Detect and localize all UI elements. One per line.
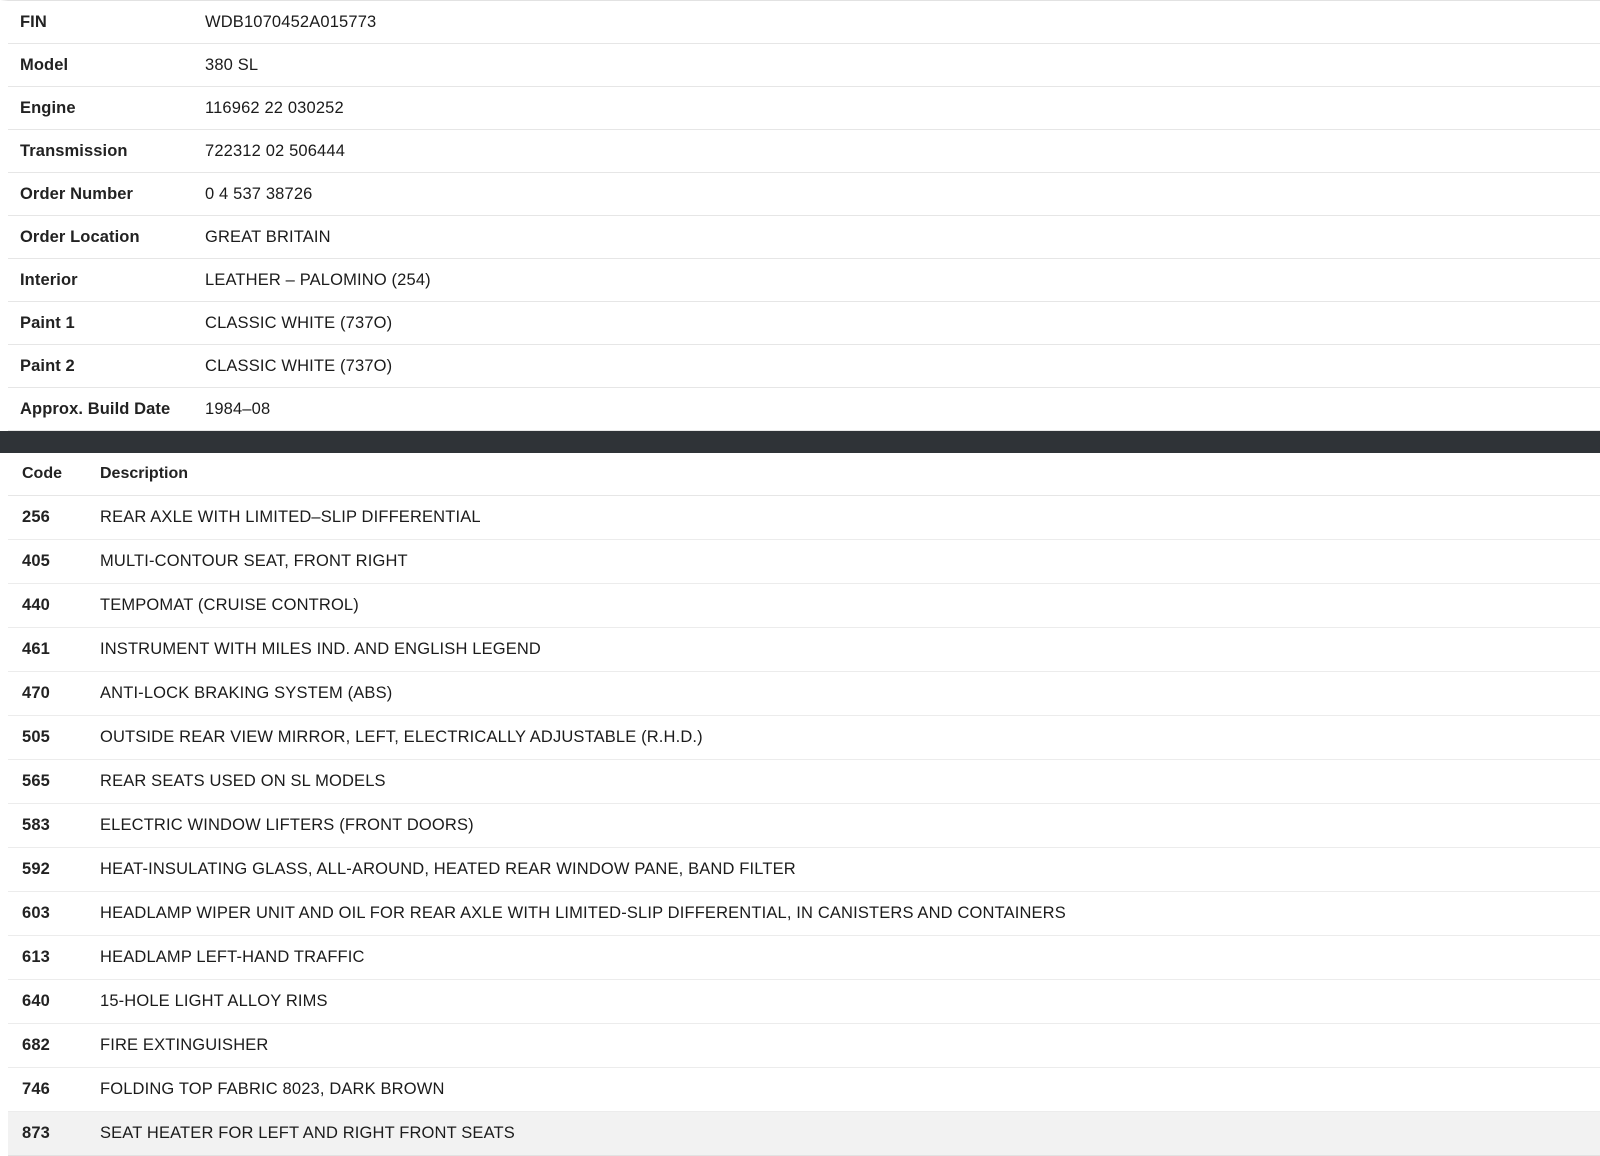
table-row xyxy=(8,87,1600,130)
option-codes-table xyxy=(8,453,1600,1156)
option-code: 565 xyxy=(8,760,100,804)
spec-value: GREAT BRITAIN xyxy=(205,227,331,246)
option-description: HEADLAMP LEFT-HAND TRAFFIC xyxy=(100,936,1600,980)
option-code: 613 xyxy=(8,936,100,980)
option-description: MULTI-CONTOUR SEAT, FRONT RIGHT xyxy=(100,540,1600,584)
spec-label: FIN xyxy=(20,12,47,31)
option-code: 470 xyxy=(8,672,100,716)
table-row xyxy=(8,302,1600,345)
option-description: OUTSIDE REAR VIEW MIRROR, LEFT, ELECTRICALLY ADJUSTABLE (R.H.D.) xyxy=(100,716,1600,760)
spec-label: Order Number xyxy=(20,184,134,203)
spec-value: 0 4 537 38726 xyxy=(205,184,313,203)
table-row xyxy=(8,216,1600,259)
table-row xyxy=(8,1112,1600,1156)
spec-label: Paint 2 xyxy=(20,356,75,375)
option-code: 256 xyxy=(8,496,100,540)
table-row xyxy=(8,716,1600,760)
option-description: REAR SEATS USED ON SL MODELS xyxy=(100,760,1600,804)
option-code: 603 xyxy=(8,892,100,936)
table-row xyxy=(8,44,1600,87)
table-row xyxy=(8,628,1600,672)
spec-value: 380 SL xyxy=(205,55,259,74)
spec-label: Interior xyxy=(20,270,78,289)
table-row xyxy=(8,936,1600,980)
option-description: TEMPOMAT (CRUISE CONTROL) xyxy=(100,584,1600,628)
table-row xyxy=(8,496,1600,540)
option-codes-panel xyxy=(0,453,1600,1156)
option-description: FIRE EXTINGUISHER xyxy=(100,1024,1600,1068)
option-description: 15-HOLE LIGHT ALLOY RIMS xyxy=(100,980,1600,1024)
table-row xyxy=(8,804,1600,848)
option-code: 583 xyxy=(8,804,100,848)
spec-value: LEATHER – PALOMINO (254) xyxy=(205,270,431,289)
table-row xyxy=(8,1024,1600,1068)
option-description: FOLDING TOP FABRIC 8023, DARK BROWN xyxy=(100,1068,1600,1112)
spec-label: Approx. Build Date xyxy=(20,399,171,418)
table-row xyxy=(8,388,1600,431)
spec-value: CLASSIC WHITE (737O) xyxy=(205,313,393,332)
option-description: ELECTRIC WINDOW LIFTERS (FRONT DOORS) xyxy=(100,804,1600,848)
table-row xyxy=(8,1068,1600,1112)
option-codes-header xyxy=(8,453,1600,496)
spec-value: 722312 02 506444 xyxy=(205,141,346,160)
option-code: 682 xyxy=(8,1024,100,1068)
spec-value: 116962 22 030252 xyxy=(205,98,344,117)
table-row xyxy=(8,540,1600,584)
table-row xyxy=(8,173,1600,216)
spec-label: Paint 1 xyxy=(20,313,75,332)
option-code: 746 xyxy=(8,1068,100,1112)
option-description: ANTI-LOCK BRAKING SYSTEM (ABS) xyxy=(100,672,1600,716)
section-divider xyxy=(0,431,1600,453)
option-description: HEADLAMP WIPER UNIT AND OIL FOR REAR AXLE WITH LIMITED-SLIP DIFFERENTIAL, IN CANISTERS AND CONTAINERS xyxy=(100,892,1600,936)
spec-value: CLASSIC WHITE (737O) xyxy=(205,356,393,375)
spec-label: Model xyxy=(20,55,69,74)
table-row xyxy=(8,848,1600,892)
spec-value: WDB1070452A015773 xyxy=(205,12,377,31)
option-code: 405 xyxy=(8,540,100,584)
table-row xyxy=(8,892,1600,936)
spec-label: Transmission xyxy=(20,141,128,160)
option-code: 873 xyxy=(8,1112,100,1156)
table-row xyxy=(8,672,1600,716)
option-description: INSTRUMENT WITH MILES IND. AND ENGLISH LEGEND xyxy=(100,628,1600,672)
table-row xyxy=(8,345,1600,388)
column-header-description: Description xyxy=(100,453,1600,496)
option-code: 640 xyxy=(8,980,100,1024)
table-row xyxy=(8,584,1600,628)
table-row xyxy=(8,1,1600,44)
option-code: 461 xyxy=(8,628,100,672)
spec-label: Engine xyxy=(20,98,76,117)
vehicle-specification-panel xyxy=(0,0,1600,431)
vehicle-specification-body xyxy=(8,1,1600,431)
table-header-row xyxy=(8,453,1600,496)
option-codes-body xyxy=(8,496,1600,1156)
table-row xyxy=(8,980,1600,1024)
table-row xyxy=(8,760,1600,804)
spec-label: Order Location xyxy=(20,227,140,246)
option-code: 440 xyxy=(8,584,100,628)
option-description: HEAT-INSULATING GLASS, ALL-AROUND, HEATED REAR WINDOW PANE, BAND FILTER xyxy=(100,848,1600,892)
option-description: SEAT HEATER FOR LEFT AND RIGHT FRONT SEATS xyxy=(100,1112,1600,1156)
option-code: 592 xyxy=(8,848,100,892)
spec-value: 1984–08 xyxy=(205,399,271,418)
vehicle-specification-table xyxy=(8,1,1600,431)
option-code: 505 xyxy=(8,716,100,760)
table-row xyxy=(8,259,1600,302)
option-description: REAR AXLE WITH LIMITED–SLIP DIFFERENTIAL xyxy=(100,496,1600,540)
column-header-code: Code xyxy=(8,453,100,496)
table-row xyxy=(8,130,1600,173)
